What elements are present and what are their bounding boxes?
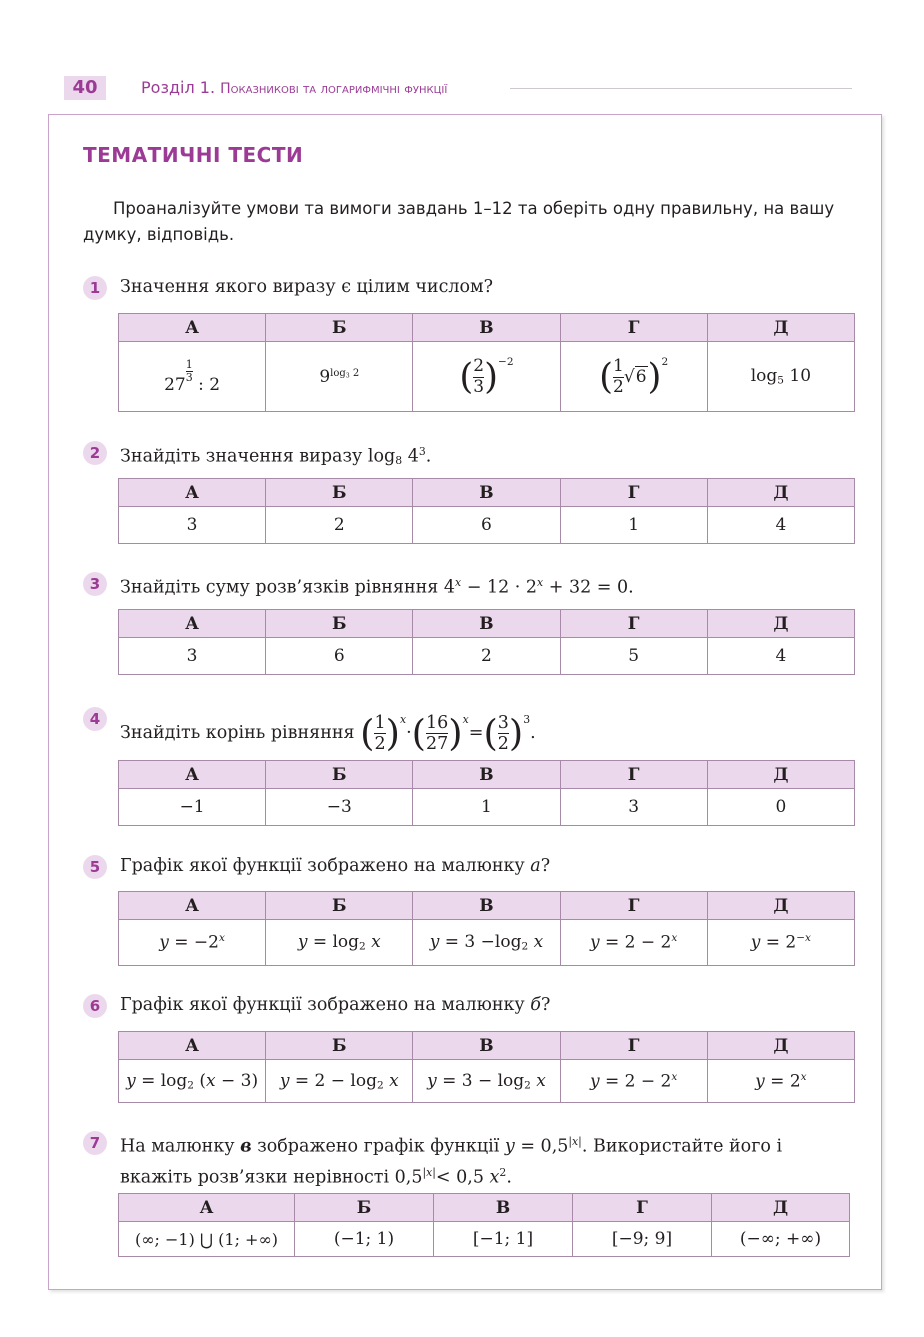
col-b: Б (266, 314, 413, 342)
answer-table-2 (118, 478, 855, 544)
col-d: Д (707, 479, 854, 507)
answer-cell[interactable]: $\log_5 10$ (707, 342, 854, 412)
question-number: 7 (83, 1131, 107, 1155)
col-v: В (413, 610, 560, 638)
col-g: Г (573, 1194, 712, 1222)
answer-table-7 (118, 1193, 850, 1257)
question-number: 4 (83, 707, 107, 731)
answer-cell[interactable]: 4 (707, 507, 854, 544)
answer-cell[interactable]: −3 (266, 789, 413, 826)
question-text: Знайдіть суму розв’язків рівняння $4^x - 12 \cdot 2^x + 32 = 0$. (120, 576, 634, 598)
header-rule (510, 88, 852, 89)
answer-table-5 (118, 891, 855, 966)
answer-cell[interactable]: (∞; −1) ⋃ (1; +∞) (119, 1222, 295, 1257)
answer-header-row (119, 1194, 850, 1222)
answer-header-row (119, 479, 855, 507)
question-7 (83, 1129, 853, 1187)
question-1 (83, 274, 853, 302)
answer-row (119, 1222, 850, 1257)
col-g: Г (560, 892, 707, 920)
question-2 (83, 439, 853, 467)
question-text: Значення якого виразу є цілим числом? (120, 277, 494, 297)
answer-header-row (119, 1032, 855, 1060)
answer-cell[interactable]: $9^{log_3 2}$ (266, 342, 413, 412)
col-a: А (119, 479, 266, 507)
answer-cell[interactable]: 3 (119, 638, 266, 675)
answer-cell[interactable]: $y = -2^x$ (119, 920, 266, 966)
col-b: Б (266, 1032, 413, 1060)
answer-table-1 (118, 313, 855, 412)
answer-cell[interactable]: 6 (413, 507, 560, 544)
answer-cell[interactable]: [−9; 9] (573, 1222, 712, 1257)
answer-row (119, 342, 855, 412)
col-a: А (119, 892, 266, 920)
answer-row (119, 920, 855, 966)
answer-cell[interactable]: $y = 2 - \log_2 x$ (266, 1060, 413, 1103)
answer-cell[interactable]: 27 $^{\frac{1}{3}}$ : 2 (119, 342, 266, 412)
answer-cell[interactable]: (−∞; +∞) (712, 1222, 850, 1257)
answer-cell[interactable]: −1 (119, 789, 266, 826)
answer-cell[interactable]: 0 (707, 789, 854, 826)
answer-table-6 (118, 1031, 855, 1103)
col-a: А (119, 1194, 295, 1222)
answer-cell[interactable]: 4 (707, 638, 854, 675)
answer-cell[interactable]: 3 (119, 507, 266, 544)
answer-cell[interactable]: $y = 3 -\log_2$ x (413, 920, 560, 966)
chapter-title (141, 76, 447, 101)
col-b: Б (266, 610, 413, 638)
col-v: В (413, 479, 560, 507)
question-text: Знайдіть значення виразу $\log_8 4^3$. (120, 445, 432, 468)
answer-table-4 (118, 760, 855, 826)
question-text: Графік якої функції зображено на малюнку а? (120, 856, 551, 876)
col-a: А (119, 314, 266, 342)
page-number: 40 (64, 76, 106, 100)
answer-cell[interactable]: [−1; 1] (434, 1222, 573, 1257)
col-d: Д (707, 761, 854, 789)
question-number: 2 (83, 441, 107, 465)
answer-table-3 (118, 609, 855, 675)
question-6 (83, 992, 853, 1020)
answer-cell[interactable]: 2 (266, 507, 413, 544)
answer-cell[interactable]: ( $\frac{2}{3}$ )$^{-2}$ (413, 342, 560, 412)
answer-header-row (119, 314, 855, 342)
answer-cell[interactable]: (−1; 1) (295, 1222, 434, 1257)
col-d: Д (707, 314, 854, 342)
question-text-main: Знайдіть корінь рівняння (120, 723, 355, 744)
question-text-main: Знайдіть значення виразу (120, 446, 363, 467)
answer-row (119, 1060, 855, 1103)
question-number: 3 (83, 572, 107, 596)
answer-cell[interactable]: 1 (560, 507, 707, 544)
question-4 (83, 692, 853, 755)
answer-cell[interactable]: ( $\frac{1}{2}$ √6)$^2$ (560, 342, 707, 412)
intro-text: Проаналізуйте умови та вимоги завдань 1–12 та оберіть одну правильну, на вашу думку, відповідь. (83, 199, 835, 244)
col-g: Г (560, 314, 707, 342)
page-header (64, 76, 852, 102)
col-a: А (119, 761, 266, 789)
chapter-label: Розділ 1. (141, 78, 216, 97)
col-d: Д (712, 1194, 850, 1222)
col-g: Г (560, 1032, 707, 1060)
col-v: В (413, 892, 560, 920)
answer-cell[interactable]: 6 (266, 638, 413, 675)
col-g: Г (560, 479, 707, 507)
col-v: В (413, 761, 560, 789)
chapter-name: Показникові та логарифмічні функції (220, 81, 448, 97)
answer-header-row (119, 892, 855, 920)
col-d: Д (707, 610, 854, 638)
answer-cell[interactable]: $y = 2 - 2^x$ (560, 920, 707, 966)
col-b: Б (266, 761, 413, 789)
answer-cell[interactable]: 5 (560, 638, 707, 675)
answer-cell[interactable]: 3 (560, 789, 707, 826)
question-text: На малюнку в зображено графік функції $y = 0,5^{|x|}$. Використайте його і вкажіть розв’язки нерівності $0,5^{|x|}< 0,5$ $x^2$. (120, 1135, 783, 1187)
col-v: В (413, 1032, 560, 1060)
answer-cell[interactable]: $y = 3 - \log_2 x$ (413, 1060, 560, 1103)
answer-row (119, 638, 855, 675)
answer-cell[interactable]: $y = 2 - 2^x$ (560, 1060, 707, 1103)
question-number: 5 (83, 855, 107, 879)
col-v: В (413, 314, 560, 342)
col-g: Г (560, 761, 707, 789)
answer-cell[interactable]: $y = \log_2 x$ (266, 920, 413, 966)
col-a: А (119, 1032, 266, 1060)
answer-row (119, 789, 855, 826)
question-number: 1 (83, 276, 107, 300)
question-5 (83, 853, 853, 881)
answer-header-row (119, 610, 855, 638)
col-d: Д (707, 1032, 854, 1060)
col-a: А (119, 610, 266, 638)
col-g: Г (560, 610, 707, 638)
answer-cell[interactable]: 2 (413, 638, 560, 675)
question-3 (83, 570, 853, 598)
col-b: Б (266, 892, 413, 920)
question-number: 6 (83, 994, 107, 1018)
answer-cell[interactable]: $y = 2^x$ (707, 1060, 854, 1103)
section-title: ТЕМАТИЧНІ ТЕСТИ (83, 143, 304, 167)
answer-cell[interactable]: $y = 2^{-x}$ (707, 920, 854, 966)
answer-cell[interactable]: $y = \log_2 (x - 3)$ (119, 1060, 266, 1103)
col-d: Д (707, 892, 854, 920)
answer-header-row (119, 761, 855, 789)
col-v: В (434, 1194, 573, 1222)
col-b: Б (295, 1194, 434, 1222)
question-text: Графік якої функції зображено на малюнку б? (120, 995, 551, 1015)
answer-row (119, 507, 855, 544)
col-b: Б (266, 479, 413, 507)
question-text: Знайдіть корінь рівняння ( $\frac{1}{2}$ )$^x$·( $\frac{16}{27}$ )$^x$=( $\frac{3}{2}$ )$^3$. (120, 711, 536, 755)
answer-cell[interactable]: 1 (413, 789, 560, 826)
